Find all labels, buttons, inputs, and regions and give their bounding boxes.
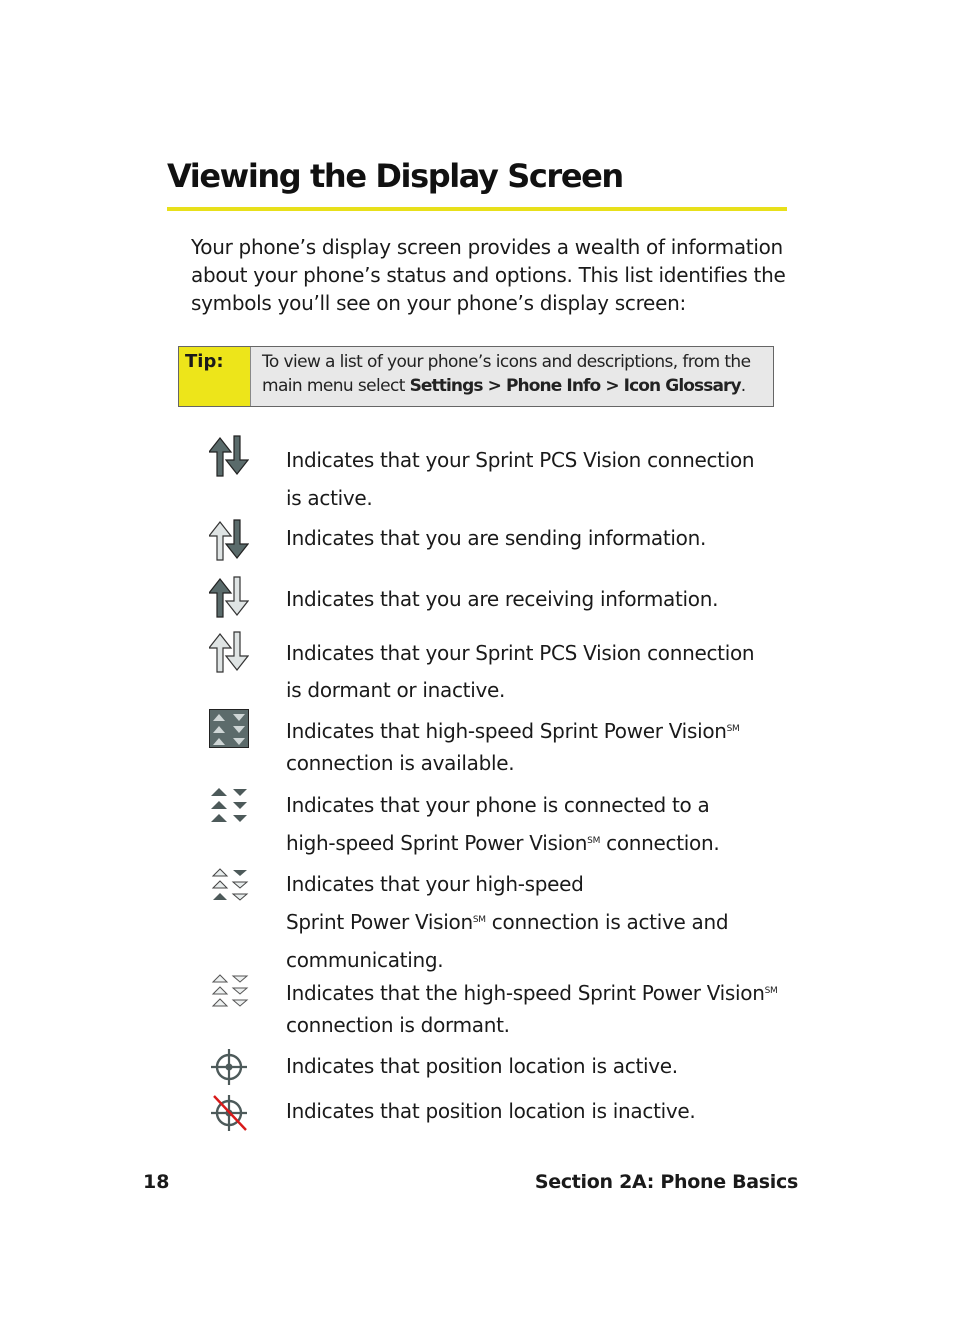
tip-text — [251, 347, 773, 406]
section-title: Section 2A: Phone Basics — [534, 1171, 798, 1193]
vision-dormant-desc — [286, 635, 786, 709]
power-vision-communicating-icon — [209, 867, 249, 903]
intro-paragraph: Your phone’s display screen provides a wealth of information about your phone’s status and options. This list identifies the symbols you’ll see on your phone’s display screen: — [191, 235, 786, 315]
vision-sending-icon — [209, 518, 249, 562]
vision-sending-desc — [286, 523, 786, 553]
tip-text-before: To view a list of your phone’s icons and descriptions, from the main menu select — [262, 352, 751, 396]
power-vision-connected-line1: Indicates that your phone is connected to a — [286, 793, 710, 817]
power-vision-connected-line2b: connection. — [600, 831, 720, 855]
power-vision-available-line1: Indicates that high-speed Sprint Power Vision — [286, 719, 727, 743]
vision-receiving-line1: Indicates that you are receiving information. — [286, 587, 719, 611]
power-vision-dormant-line2: connection is dormant. — [286, 1013, 510, 1037]
location-inactive-icon — [209, 1093, 249, 1133]
power-vision-dormant-desc — [286, 977, 786, 1041]
tip-menu-path: Settings > Phone Info > Icon Glossary — [409, 376, 741, 396]
power-vision-dormant-line1: Indicates that the high-speed Sprint Power Vision — [286, 981, 765, 1005]
location-inactive-desc — [286, 1096, 786, 1126]
vision-dormant-line1: Indicates that your Sprint PCS Vision connection — [286, 641, 755, 665]
location-active-line1: Indicates that position location is active. — [286, 1054, 678, 1078]
vision-active-desc — [286, 441, 786, 517]
vision-active-line1: Indicates that your Sprint PCS Vision connection — [286, 448, 755, 472]
vision-sending-line1: Indicates that you are sending information. — [286, 526, 707, 550]
power-vision-communicating-desc — [286, 865, 786, 979]
vision-receiving-desc — [286, 584, 786, 614]
location-active-desc — [286, 1051, 786, 1081]
power-vision-available-icon — [209, 709, 249, 749]
vision-active-icon — [209, 434, 249, 478]
tip-box — [178, 346, 774, 407]
page-number: 18 — [143, 1171, 170, 1193]
service-mark: SM — [764, 986, 778, 996]
power-vision-connected-desc — [286, 786, 786, 862]
tip-text-after: . — [740, 376, 746, 396]
power-vision-dormant-icon — [209, 973, 249, 1009]
power-vision-communicating-line2b: connection is active and — [485, 910, 729, 934]
vision-dormant-icon — [209, 630, 249, 674]
tip-label: Tip: — [179, 347, 251, 406]
location-inactive-line1: Indicates that position location is inactive. — [286, 1099, 696, 1123]
vision-active-line2: is active. — [286, 486, 373, 510]
location-active-icon — [209, 1047, 249, 1087]
page-title: Viewing the Display Screen — [167, 157, 623, 195]
power-vision-communicating-line1: Indicates that your high-speed — [286, 872, 584, 896]
power-vision-communicating-line2a: Sprint Power Vision — [286, 910, 473, 934]
service-mark: SM — [472, 915, 486, 925]
power-vision-available-desc — [286, 715, 786, 779]
power-vision-connected-icon — [209, 786, 249, 824]
title-underline — [167, 207, 787, 211]
power-vision-connected-line2a: high-speed Sprint Power Vision — [286, 831, 588, 855]
service-mark: SM — [726, 724, 740, 734]
power-vision-communicating-line3: communicating. — [286, 948, 444, 972]
power-vision-available-line2: connection is available. — [286, 751, 515, 775]
vision-dormant-line2: is dormant or inactive. — [286, 678, 506, 702]
vision-receiving-icon — [209, 575, 249, 619]
service-mark: SM — [587, 836, 601, 846]
